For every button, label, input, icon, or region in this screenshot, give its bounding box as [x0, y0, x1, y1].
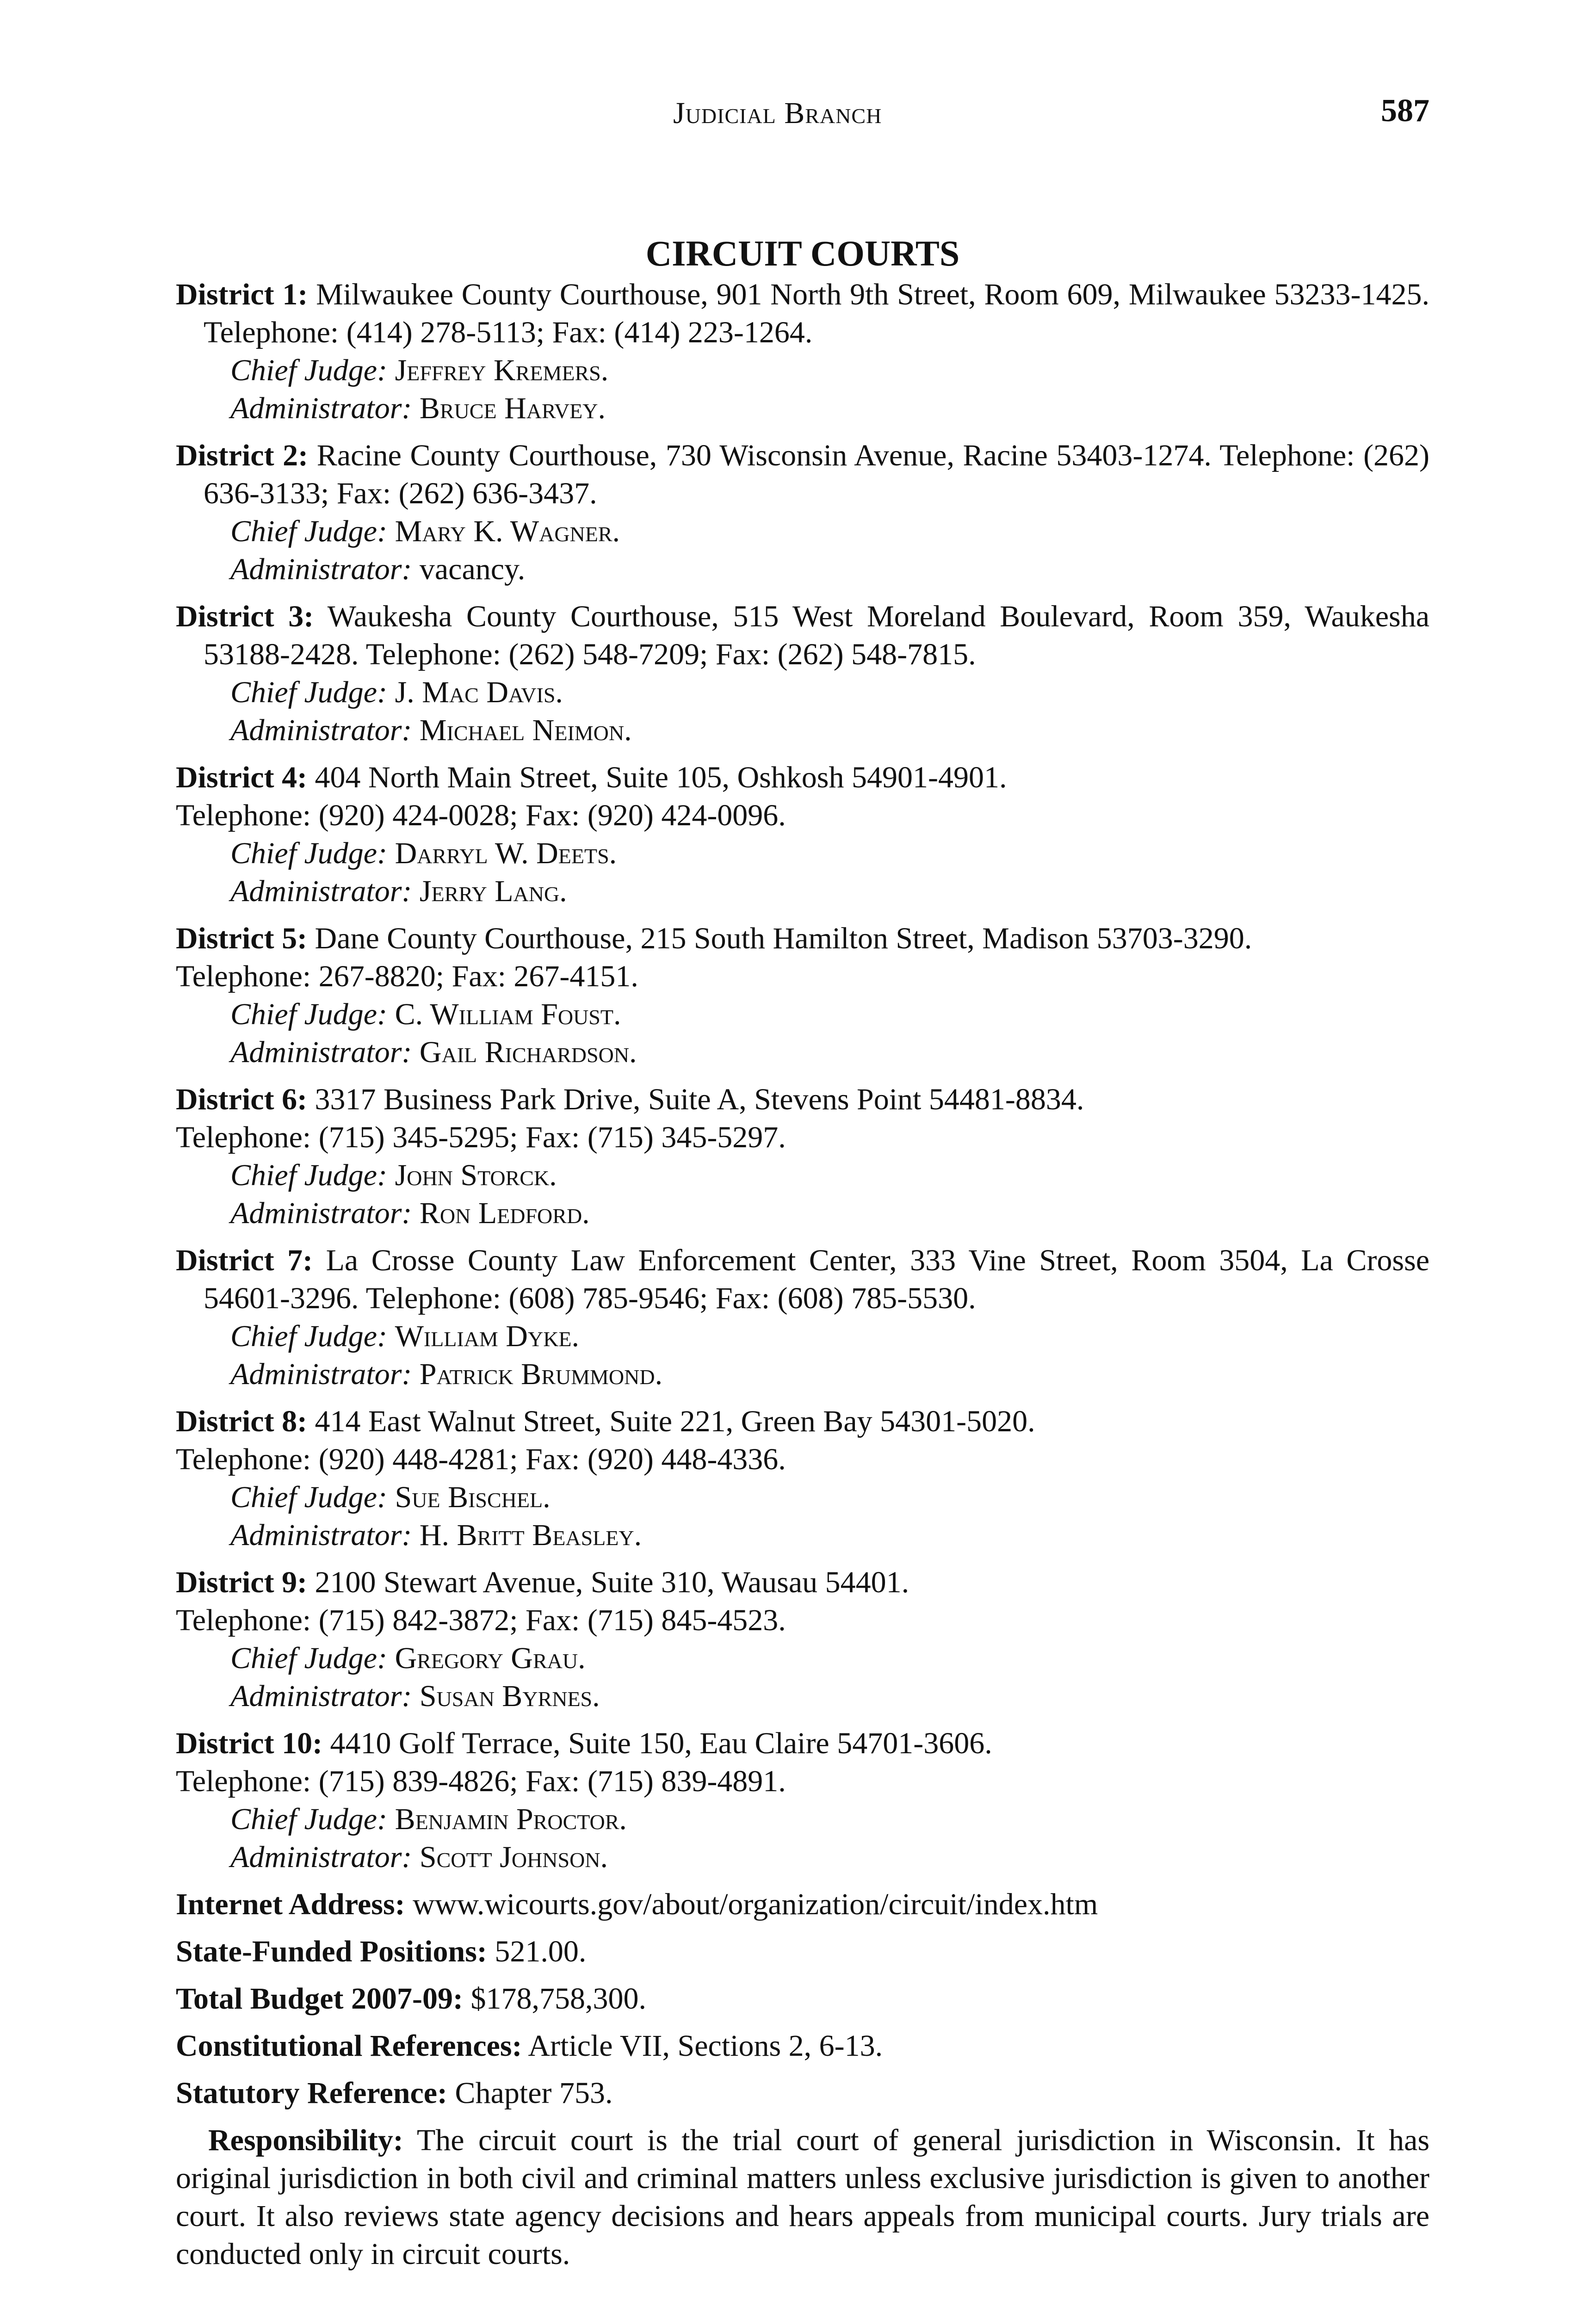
administrator-line	[176, 1838, 1429, 1876]
district-label: District 9:	[176, 1565, 308, 1599]
district-entry	[176, 1564, 1429, 1715]
statutory-value: Chapter 753.	[455, 2076, 613, 2110]
chief-judge-name: J. Mac Davis.	[395, 675, 563, 709]
chief-judge-label: Chief Judge:	[230, 675, 388, 709]
constitutional-label: Constitutional References:	[176, 2029, 522, 2063]
internet-address-link[interactable]: www.wicourts.gov/about/organization/circuit/index.htm	[413, 1887, 1098, 1921]
page-number: 587	[1381, 93, 1429, 129]
chief-judge-name: Sue Bischel.	[395, 1480, 551, 1514]
district-entry	[176, 920, 1429, 1071]
address-text: 414 East Walnut Street, Suite 221, Green Bay 54301-5020.	[315, 1404, 1035, 1438]
statutory-label: Statutory Reference:	[176, 2076, 448, 2110]
district-entry	[176, 1081, 1429, 1232]
administrator-line	[176, 1355, 1429, 1393]
district-entry	[176, 1403, 1429, 1554]
district-address	[176, 598, 1429, 674]
telephone-text: Telephone: (414) 278-5113; Fax: (414) 223-1264.	[204, 315, 813, 349]
administrator-label: Administrator:	[230, 874, 412, 908]
chief-judge-name: Gregory Grau.	[395, 1641, 586, 1675]
address-text: 2100 Stewart Avenue, Suite 310, Wausau 54401.	[315, 1565, 909, 1599]
district-entry	[176, 1725, 1429, 1876]
administrator-name: Jerry Lang.	[419, 874, 567, 908]
chief-judge-label: Chief Judge:	[230, 1158, 388, 1192]
chief-judge-line	[176, 1639, 1429, 1677]
chief-judge-name: William Dyke.	[395, 1319, 580, 1353]
district-address	[176, 437, 1429, 513]
address-text: Milwaukee County Courthouse, 901 North 9th Street, Room 609, Milwaukee 53233-1425.	[316, 278, 1429, 311]
administrator-name: Bruce Harvey.	[419, 391, 606, 425]
district-address	[176, 1725, 1429, 1800]
address-text: Racine County Courthouse, 730 Wisconsin Avenue, Racine 53403-1274.	[316, 439, 1212, 472]
district-label: District 6:	[176, 1082, 308, 1116]
telephone-text: Telephone: (608) 785-9546; Fax: (608) 785-5530.	[365, 1281, 976, 1315]
administrator-line	[176, 1516, 1429, 1554]
chief-judge-name: Benjamin Proctor.	[395, 1802, 627, 1836]
chief-judge-line	[176, 835, 1429, 872]
district-entry	[176, 437, 1429, 588]
administrator-line	[176, 711, 1429, 749]
chief-judge-label: Chief Judge:	[230, 1641, 388, 1675]
internet-address	[176, 1886, 1429, 1923]
responsibility-paragraph	[176, 2121, 1429, 2273]
budget-label: Total Budget 2007-09:	[176, 1982, 463, 2016]
chief-judge-line	[176, 674, 1429, 711]
positions-label: State-Funded Positions:	[176, 1935, 487, 1968]
district-label: District 1:	[176, 278, 308, 311]
chief-judge-label: Chief Judge:	[230, 353, 388, 387]
chief-judge-label: Chief Judge:	[230, 514, 388, 548]
district-label: District 2:	[176, 439, 309, 472]
chief-judge-name: Jeffrey Kremers.	[395, 353, 609, 387]
district-label: District 10:	[176, 1726, 323, 1760]
administrator-line	[176, 872, 1429, 910]
chief-judge-label: Chief Judge:	[230, 1319, 388, 1353]
address-text: La Crosse County Law Enforcement Center, 333 Vine Street, Room 3504, La Crosse 54601-3296.	[204, 1243, 1429, 1315]
state-funded-positions	[176, 1933, 1429, 1971]
administrator-label: Administrator:	[230, 391, 412, 425]
district-label: District 8:	[176, 1404, 308, 1438]
district-label: District 7:	[176, 1243, 313, 1277]
district-address	[176, 276, 1429, 352]
chief-judge-line	[176, 996, 1429, 1033]
chief-judge-line	[176, 1800, 1429, 1838]
administrator-label: Administrator:	[230, 1679, 412, 1713]
district-address	[176, 759, 1429, 835]
chief-judge-line	[176, 1317, 1429, 1355]
district-address	[176, 1564, 1429, 1639]
telephone-text: Telephone: (715) 345-5295; Fax: (715) 345-5297.	[176, 1120, 786, 1154]
chief-judge-label: Chief Judge:	[230, 1480, 388, 1514]
statutory-reference	[176, 2074, 1429, 2112]
address-text: 3317 Business Park Drive, Suite A, Stevens Point 54481-8834.	[315, 1082, 1084, 1116]
responsibility-label: Responsibility:	[208, 2123, 403, 2157]
chief-judge-line	[176, 1156, 1429, 1194]
district-address	[176, 1242, 1429, 1317]
administrator-name: H. Britt Beasley.	[419, 1518, 642, 1552]
district-address	[176, 1081, 1429, 1156]
address-text: Waukesha County Courthouse, 515 West Moreland Boulevard, Room 359, Waukesha 53188-2428.	[204, 600, 1430, 671]
address-text: 404 North Main Street, Suite 105, Oshkosh 54901-4901.	[315, 761, 1007, 794]
administrator-line	[176, 390, 1429, 427]
chief-judge-name: Darryl W. Deets.	[395, 836, 617, 870]
telephone-text: Telephone: (920) 448-4281; Fax: (920) 448-4336.	[176, 1442, 786, 1476]
administrator-label: Administrator:	[230, 1518, 412, 1552]
chief-judge-label: Chief Judge:	[230, 836, 388, 870]
administrator-label: Administrator:	[230, 1196, 412, 1230]
telephone-text: Telephone: (262) 636-3133; Fax: (262) 636-3437.	[204, 439, 1430, 510]
district-entry	[176, 598, 1429, 749]
district-entry	[176, 276, 1429, 427]
telephone-text: Telephone: 267-8820; Fax: 267-4151.	[176, 959, 638, 993]
chief-judge-label: Chief Judge:	[230, 1802, 388, 1836]
administrator-name: vacancy.	[419, 552, 526, 586]
telephone-text: Telephone: (262) 548-7209; Fax: (262) 548-7815.	[365, 637, 976, 671]
positions-value: 521.00.	[495, 1935, 587, 1968]
chief-judge-line	[176, 352, 1429, 390]
administrator-label: Administrator:	[230, 552, 412, 586]
administrator-label: Administrator:	[230, 713, 412, 747]
administrator-label: Administrator:	[230, 1035, 412, 1069]
chief-judge-name: John Storck.	[395, 1158, 557, 1192]
administrator-label: Administrator:	[230, 1840, 412, 1874]
constitutional-value: Article VII, Sections 2, 6-13.	[528, 2029, 883, 2063]
chief-judge-line	[176, 1478, 1429, 1516]
administrator-line	[176, 1677, 1429, 1715]
administrator-line	[176, 1194, 1429, 1232]
administrator-name: Patrick Brummond.	[419, 1357, 663, 1391]
district-entry	[176, 1242, 1429, 1393]
district-entry	[176, 759, 1429, 910]
district-label: District 3:	[176, 600, 314, 633]
district-address	[176, 1403, 1429, 1478]
telephone-text: Telephone: (920) 424-0028; Fax: (920) 424-0096.	[176, 798, 786, 832]
telephone-text: Telephone: (715) 842-3872; Fax: (715) 845-4523.	[176, 1603, 786, 1637]
chief-judge-name: C. William Foust.	[395, 997, 621, 1031]
budget-value: $178,758,300.	[470, 1982, 646, 2016]
chief-judge-name: Mary K. Wagner.	[395, 514, 620, 548]
section-title: CIRCUIT COURTS	[645, 233, 960, 273]
chief-judge-label: Chief Judge:	[230, 997, 388, 1031]
administrator-name: Ron Ledford.	[419, 1196, 590, 1230]
address-text: Dane County Courthouse, 215 South Hamilton Street, Madison 53703-3290.	[315, 921, 1252, 955]
administrator-name: Gail Richardson.	[419, 1035, 637, 1069]
chief-judge-line	[176, 513, 1429, 550]
address-text: 4410 Golf Terrace, Suite 150, Eau Claire 54701-3606.	[330, 1726, 992, 1760]
administrator-name: Scott Johnson.	[419, 1840, 608, 1874]
total-budget	[176, 1980, 1429, 2018]
internet-address-label: Internet Address:	[176, 1887, 405, 1921]
district-label: District 5:	[176, 921, 308, 955]
administrator-name: Susan Byrnes.	[419, 1679, 600, 1713]
running-head: Judicial Branch	[673, 96, 882, 130]
responsibility-text: The circuit court is the trial court of general jurisdiction in Wisconsin. It has original jurisdiction in both civil and criminal matters unless exclusive jurisdiction is given to another court. It also reviews state agency decisions and hears appeals from municipal courts. Jury trials are conducted only in circuit courts.	[176, 2123, 1430, 2271]
administrator-line	[176, 1033, 1429, 1071]
district-address	[176, 920, 1429, 996]
district-label: District 4:	[176, 761, 308, 794]
administrator-name: Michael Neimon.	[419, 713, 632, 747]
administrator-label: Administrator:	[230, 1357, 412, 1391]
telephone-text: Telephone: (715) 839-4826; Fax: (715) 839-4891.	[176, 1764, 786, 1798]
content	[176, 276, 1429, 2273]
administrator-line	[176, 550, 1429, 588]
constitutional-references	[176, 2027, 1429, 2065]
